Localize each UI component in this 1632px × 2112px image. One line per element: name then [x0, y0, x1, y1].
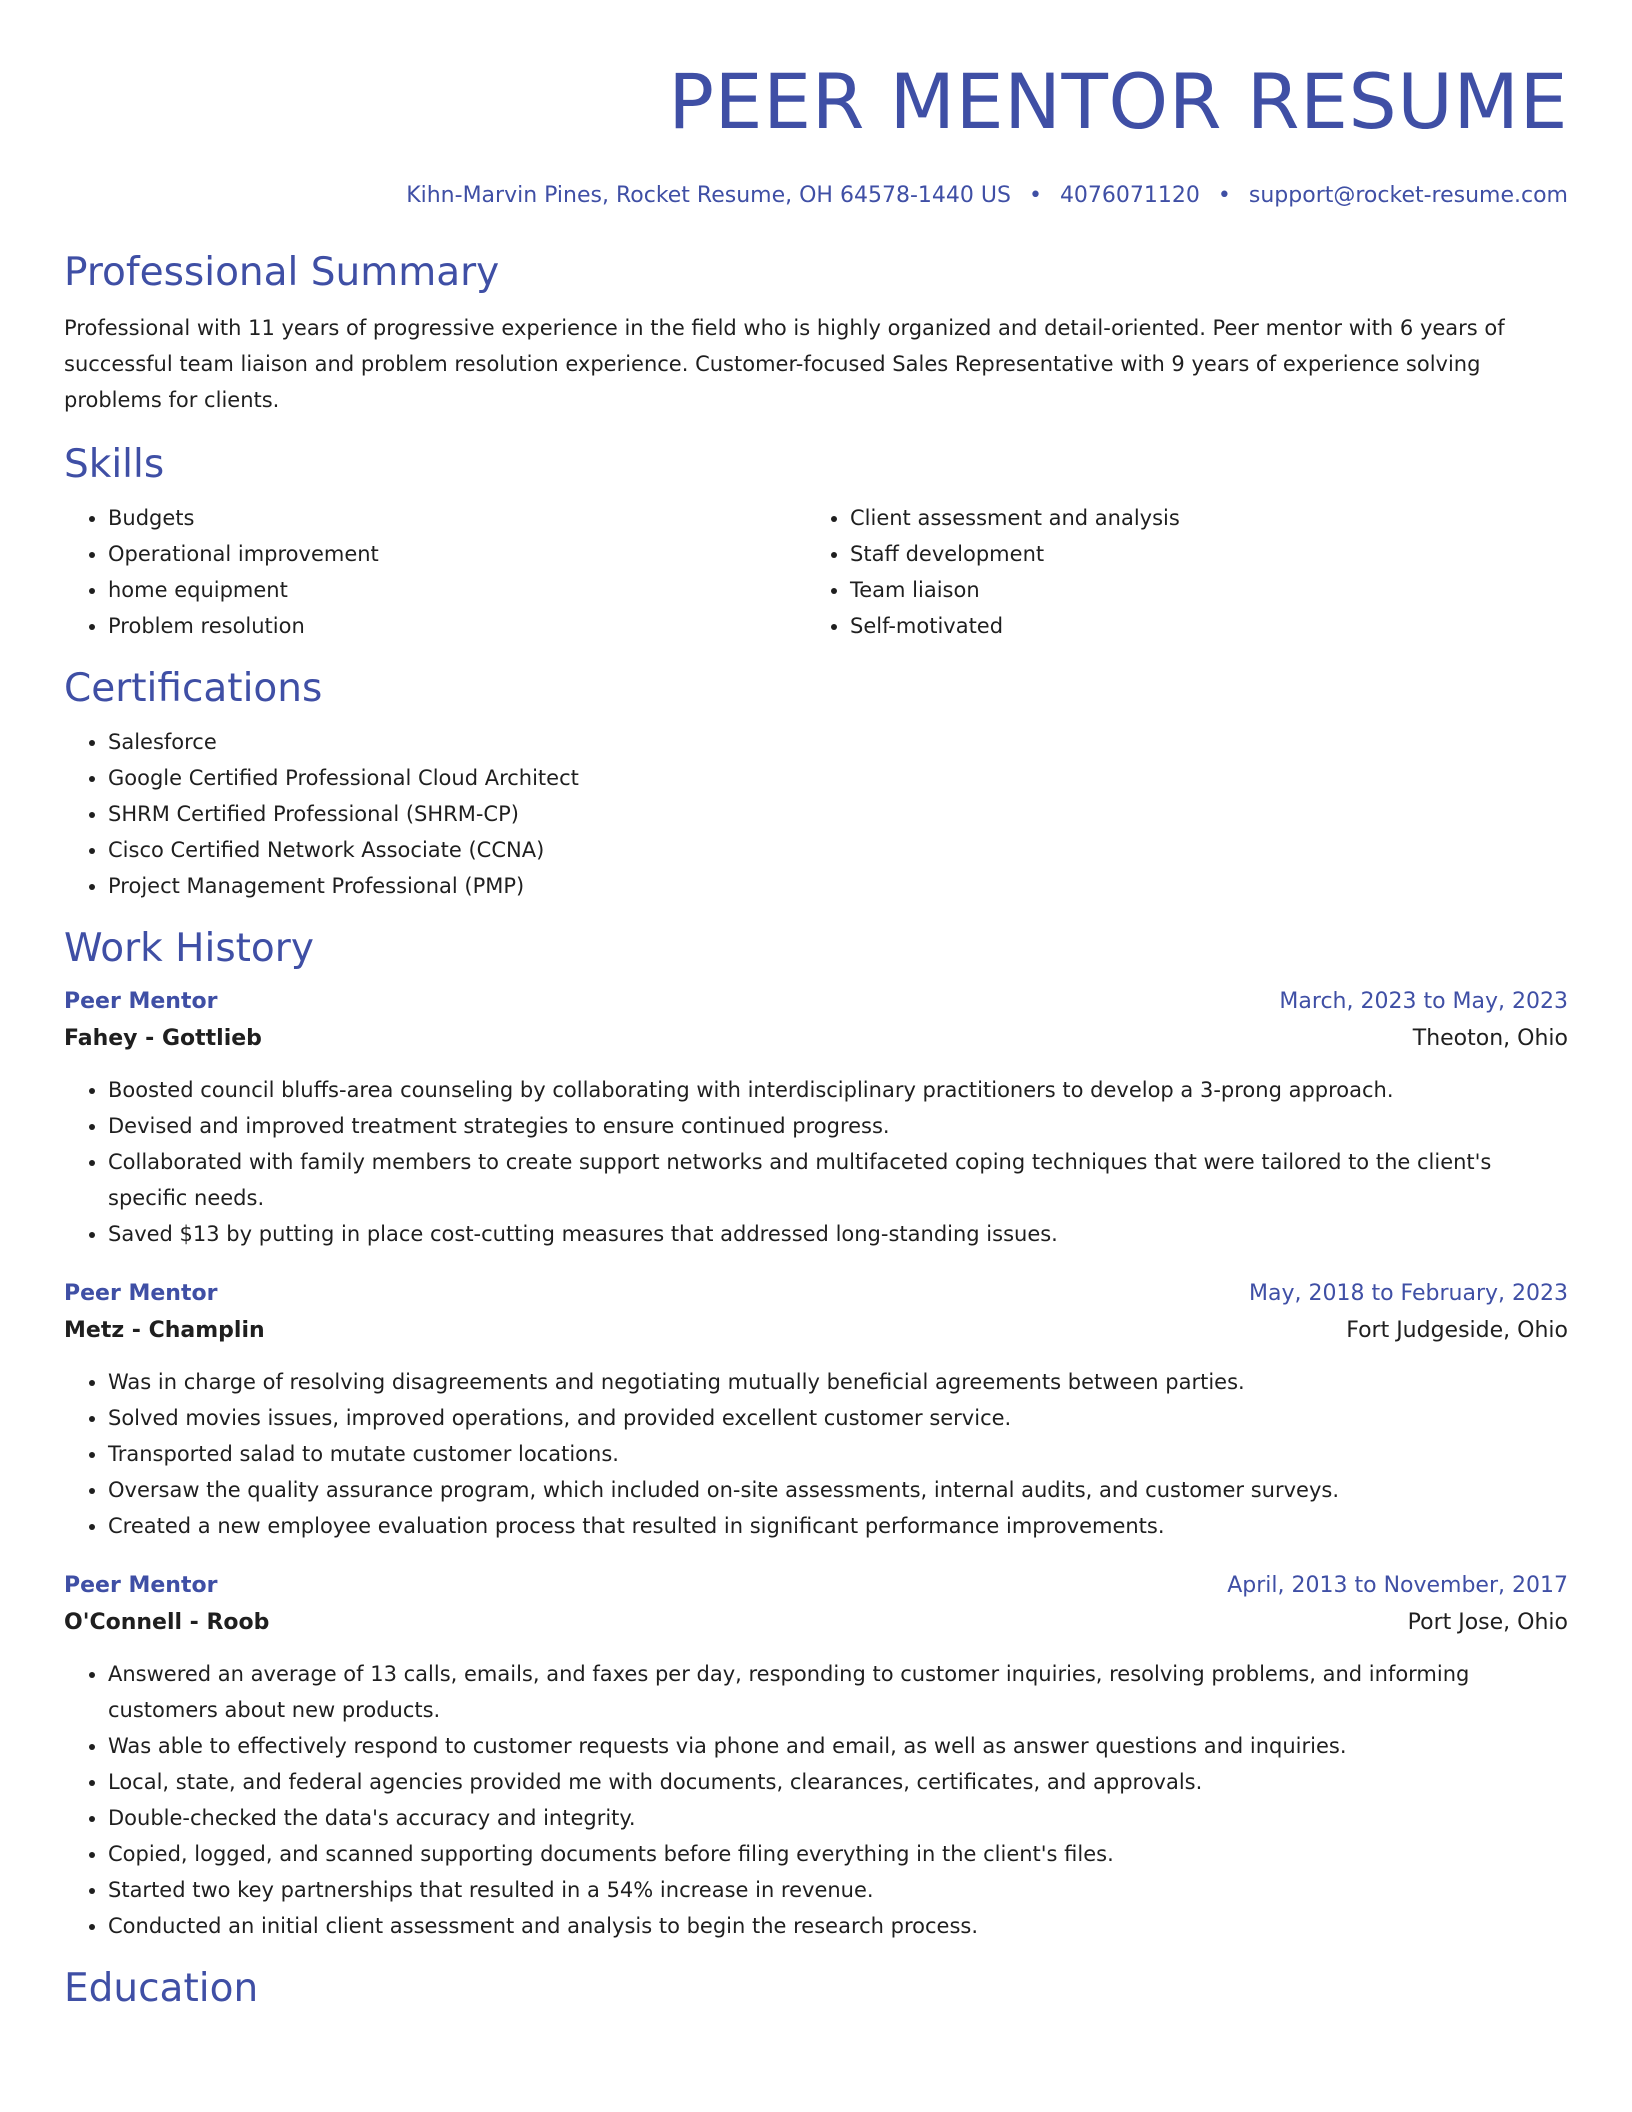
job-bullet: • Boosted council bluffs-area counseling by collaborating with interdisciplinary practitioners to develop a 3-prong approach.	[108, 1072, 1568, 1108]
job-location: Theoton, Ohio	[1412, 1026, 1568, 1051]
job-bullets	[64, 1656, 1568, 1944]
job-company: O'Connell - Roob	[64, 1610, 270, 1635]
job-dates: March, 2023 to May, 2023	[1279, 989, 1568, 1014]
job-bullet: • Double-checked the data's accuracy and integrity.	[108, 1800, 1568, 1836]
skills-right-column	[806, 500, 1548, 644]
job-dates: May, 2018 to February, 2023	[1249, 1281, 1568, 1306]
contact-separator: •	[1028, 183, 1042, 208]
certifications-list	[64, 724, 1568, 904]
certification-item: • Project Management Professional (PMP)	[108, 868, 1568, 904]
job-bullet: • Oversaw the quality assurance program, which included on-site assessments, internal audits, and customer surveys.	[108, 1472, 1568, 1508]
skill-item: • Client assessment and analysis	[850, 500, 1548, 536]
education-heading: Education	[64, 1966, 259, 2011]
job-bullet: • Was in charge of resolving disagreements and negotiating mutually beneficial agreements between parties.	[108, 1364, 1568, 1400]
job-location: Port Jose, Ohio	[1407, 1610, 1568, 1635]
resume-title: PEER MENTOR RESUME	[668, 57, 1568, 146]
job-company: Metz - Champlin	[64, 1318, 265, 1343]
job-title-row	[64, 1568, 1568, 1604]
certification-item: • SHRM Certified Professional (SHRM-CP)	[108, 796, 1568, 832]
job-company: Fahey - Gottlieb	[64, 1026, 262, 1051]
skill-item: • Budgets	[108, 500, 806, 536]
job-bullet: • Answered an average of 13 calls, emails, and faxes per day, responding to customer inquiries, resolving problems, and informing customers about new products.	[108, 1656, 1568, 1728]
certification-item: • Cisco Certified Network Associate (CCNA)	[108, 832, 1568, 868]
skills-heading: Skills	[64, 442, 165, 487]
job-company-row	[64, 1020, 1568, 1058]
summary-text: Professional with 11 years of progressive experience in the field who is highly organized and detail-oriented. Peer mentor with 6 years of successful team liaison and problem resolution experience. Customer-focused Sales Representative with 9 years of experience solving problems for clients.	[64, 316, 1505, 412]
skill-item: • Team liaison	[850, 572, 1548, 608]
job-bullet: • Saved $13 by putting in place cost-cutting measures that addressed long-standing issues.	[108, 1216, 1568, 1252]
job-bullet: • Started two key partnerships that resulted in a 54% increase in revenue.	[108, 1872, 1568, 1908]
skill-item: • Self-motivated	[850, 608, 1548, 644]
job-bullet: • Copied, logged, and scanned supporting documents before filing everything in the client's files.	[108, 1836, 1568, 1872]
contact-separator: •	[1217, 183, 1231, 208]
skills-left-column	[64, 500, 806, 644]
job-title-row	[64, 1276, 1568, 1312]
job-bullet: • Transported salad to mutate customer locations.	[108, 1436, 1568, 1472]
skills-list	[64, 500, 1568, 644]
resume-page	[64, 0, 1568, 2012]
certification-item: • Salesforce	[108, 724, 1568, 760]
certifications-heading: Certifications	[64, 666, 323, 711]
job-title: Peer Mentor	[64, 1573, 218, 1598]
job-bullet: • Conducted an initial client assessment and analysis to begin the research process.	[108, 1908, 1568, 1944]
job-bullet: • Devised and improved treatment strategies to ensure continued progress.	[108, 1108, 1568, 1144]
skill-item: • Staff development	[850, 536, 1548, 572]
job-entry	[64, 1568, 1568, 1944]
job-bullet: • Solved movies issues, improved operations, and provided excellent customer service.	[108, 1400, 1568, 1436]
job-title: Peer Mentor	[64, 1281, 218, 1306]
job-entry	[64, 1276, 1568, 1544]
job-bullets	[64, 1072, 1568, 1252]
job-company-row	[64, 1312, 1568, 1350]
contact-line	[64, 182, 1568, 210]
job-entry	[64, 984, 1568, 1252]
job-bullet: • Was able to effectively respond to customer requests via phone and email, as well as answer questions and inquiries.	[108, 1728, 1568, 1764]
summary-heading: Professional Summary	[64, 250, 500, 295]
job-bullet: • Collaborated with family members to create support networks and multifaceted coping techniques that were tailored to the client's specific needs.	[108, 1144, 1568, 1216]
job-title-row	[64, 984, 1568, 1020]
job-company-row	[64, 1604, 1568, 1642]
work-history-heading: Work History	[64, 926, 314, 971]
job-location: Fort Judgeside, Ohio	[1346, 1318, 1568, 1343]
certification-item: • Google Certified Professional Cloud Architect	[108, 760, 1568, 796]
job-title: Peer Mentor	[64, 989, 218, 1014]
job-bullet: • Local, state, and federal agencies provided me with documents, clearances, certificates, and approvals.	[108, 1764, 1568, 1800]
job-dates: April, 2013 to November, 2017	[1227, 1573, 1568, 1598]
skill-item: • Problem resolution	[108, 608, 806, 644]
contact-address: Kihn-Marvin Pines, Rocket Resume, OH 64578-1440 US	[406, 183, 1011, 208]
skill-item: • home equipment	[108, 572, 806, 608]
contact-email[interactable]: support@rocket-resume.com	[1248, 183, 1568, 208]
contact-phone: 4076071120	[1059, 183, 1200, 208]
skill-item: • Operational improvement	[108, 536, 806, 572]
job-bullets	[64, 1364, 1568, 1544]
job-bullet: • Created a new employee evaluation process that resulted in significant performance improvements.	[108, 1508, 1568, 1544]
